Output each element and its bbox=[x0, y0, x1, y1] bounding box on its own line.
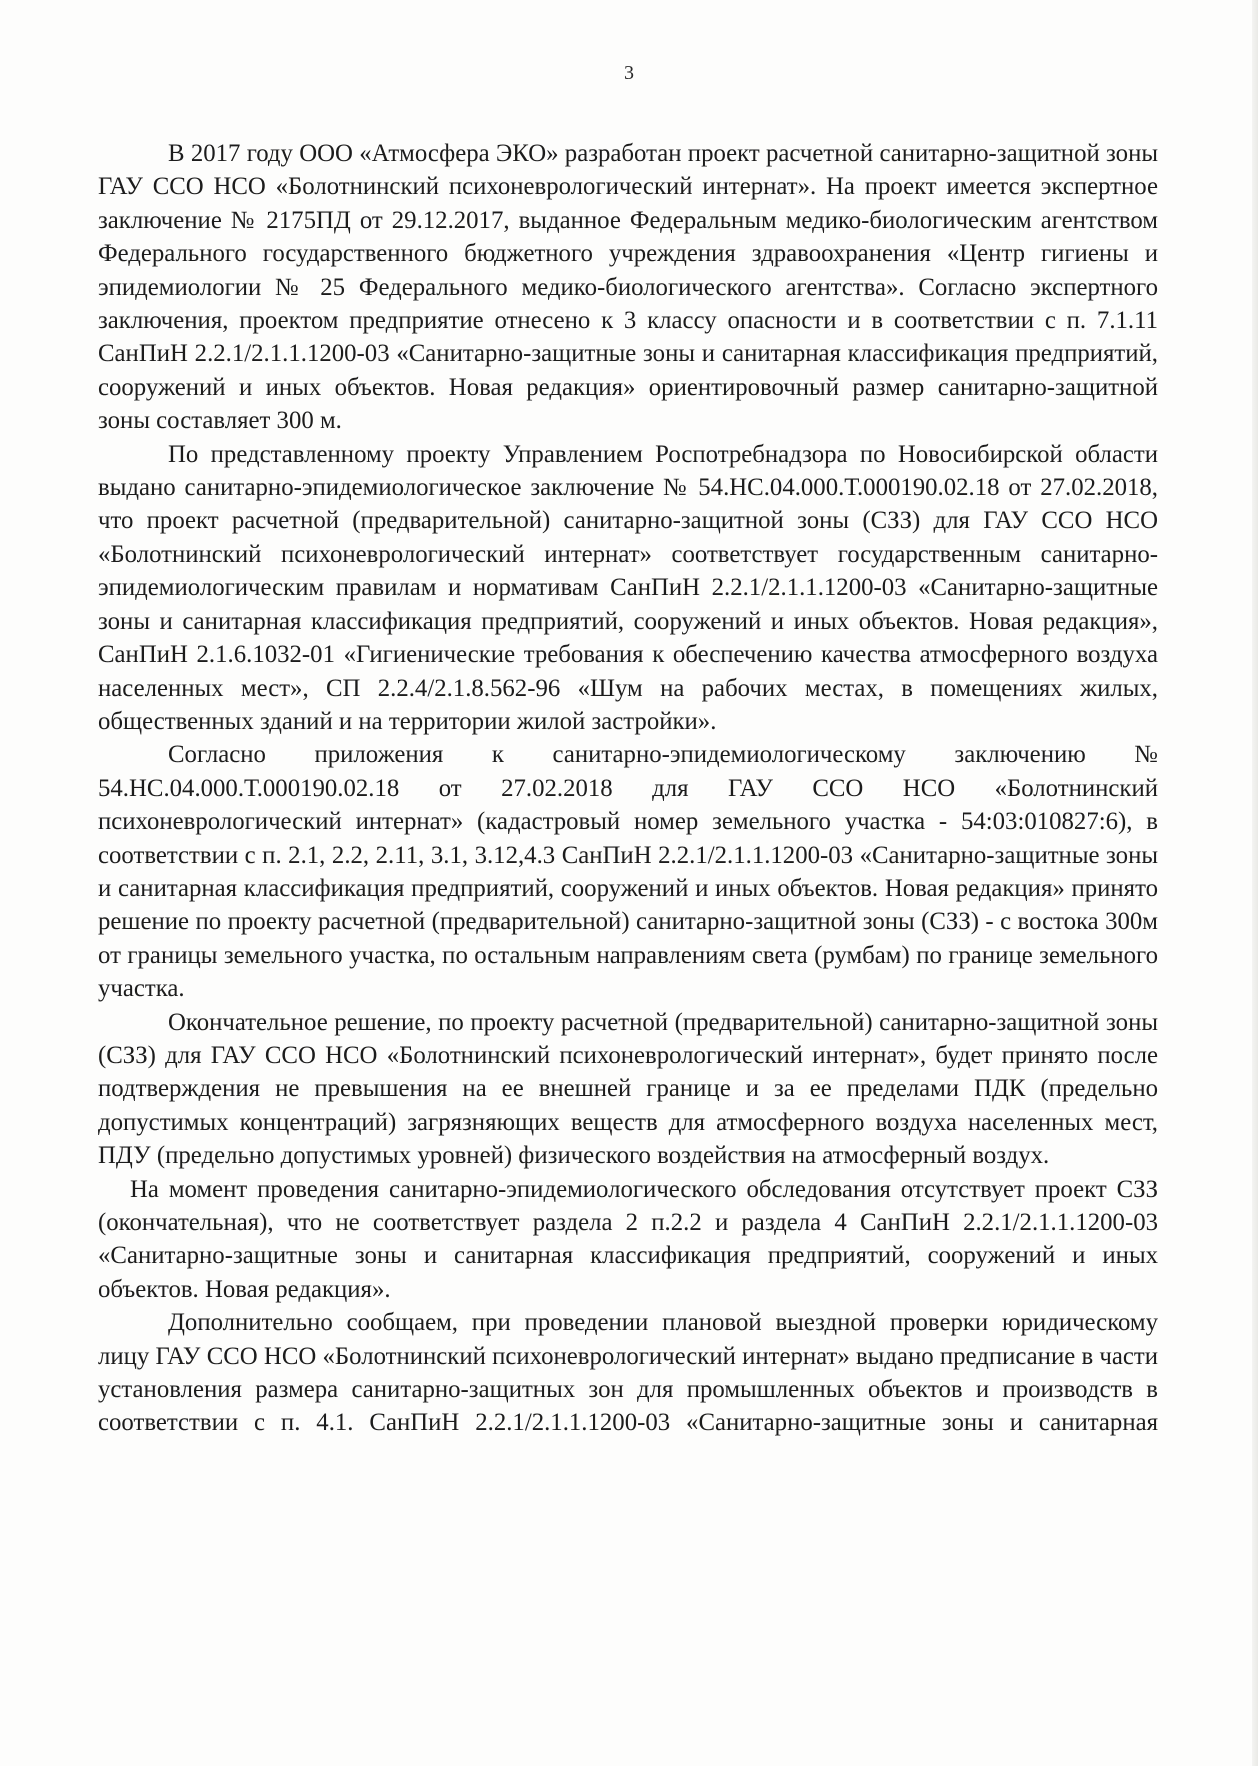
paragraph-sanitary-zone-project: В 2017 году ООО «Атмосфера ЭКО» разработан проект расчетной санитарно-защитной зоны ГАУ ССО НСО «Болотнинский психоневрологический интернат». На проект имеется экспертное заключение № 2175ПД от 29.12.2017, выданное Федеральным медико-биологическим агентством Федерального государственного бюджетного учреждения здравоохранения «Центр гигиены и эпидемиологии № 25 Федерального медико-биологического агентства». Согласно экспертного заключения, проектом предприятие отнесено к 3 классу опасности и в соответствии с п. 7.1.11 СанПиН 2.2.1/2.1.1.1200-03 «Санитарно-защитные зоны и санитарная классификация предприятий, сооружений и иных объектов. Новая редакция» ориентировочный размер санитарно-защитной зоны составляет 300 м. bbox=[98, 140, 1158, 435]
paragraph-rospotrebnadzor-conclusion: По представленному проекту Управлением Роспотребнадзора по Новосибирской области выдано санитарно-эпидемиологическое заключение № 54.НС.04.000.Т.000190.02.18 от 27.02.2018, что проект расчетной (предварительной) санитарно-защитной зоны (СЗЗ) для ГАУ ССО НСО «Болотнинский психоневрологический интернат» соответствует государственным санитарно-эпидемиологическим правилам и нормативам СанПиН 2.2.1/2.1.1.1200-03 «Санитарно-защитные зоны и санитарная классификация предприятий, сооружений и иных объектов. Новая редакция», СанПиН 2.1.6.1032-01 «Гигиенические требования к обеспечению качества атмосферного воздуха населенных мест», СП 2.2.4/2.1.8.562-96 «Шум на рабочих местах, в помещениях жилых, общественных зданий и на территории жилой застройки». bbox=[98, 440, 1158, 735]
paragraph-final-decision: Окончательное решение, по проекту расчетной (предварительной) санитарно-защитной зоны (СЗЗ) для ГАУ ССО НСО «Болотнинский психоневрологический интернат», будет принято после подтверждения не превышения на ее внешней границе и за ее пределами ПДК (предельно допустимых концентраций) загрязняющих веществ для атмосферного воздуха населенных мест, ПДУ (предельно допустимых уровней) физического воздействия на атмосферный воздух. bbox=[98, 1008, 1158, 1170]
paragraph-inspection-findings: На момент проведения санитарно-эпидемиологического обследования отсутствует проект СЗЗ (окончательная), что не соответствует раздела 2 п.2.2 и раздела 4 СанПиН 2.2.1/2.1.1.1200-03 «Санитарно-защитные зоны и санитарная классификация предприятий, сооружений и иных объектов. Новая редакция». bbox=[98, 1175, 1158, 1303]
document-body bbox=[98, 137, 1158, 1440]
page-number: 3 bbox=[624, 62, 634, 84]
scan-edge bbox=[1252, 0, 1258, 1766]
paragraph-additional-notice: Дополнительно сообщаем, при проведении плановой выездной проверки юридическому лицу ГАУ ССО НСО «Болотнинский психоневрологический интернат» выдано предписание в части установления размера санитарно-защитных зон для промышленных объектов и производств в соответствии с п. 4.1. СанПиН 2.2.1/2.1.1.1200-03 «Санитарно-защитные зоны и санитарная bbox=[98, 1309, 1158, 1437]
paragraph-appendix-decision: Согласно приложения к санитарно-эпидемиологическому заключению № 54.НС.04.000.Т.000190.02.18 от 27.02.2018 для ГАУ ССО НСО «Болотнинский психоневрологический интернат» (кадастровый номер земельного участка - 54:03:010827:6), в соответствии с п. 2.1, 2.2, 2.11, 3.1, 3.12,4.3 СанПиН 2.2.1/2.1.1.1200-03 «Санитарно-защитные зоны и санитарная классификация предприятий, сооружений и иных объектов. Новая редакция» принято решение по проекту расчетной (предварительной) санитарно-защитной зоны (СЗЗ) - с востока 300м от границы земельного участка, по остальным направлениям света (румбам) по границе земельного участка. bbox=[98, 741, 1158, 1003]
